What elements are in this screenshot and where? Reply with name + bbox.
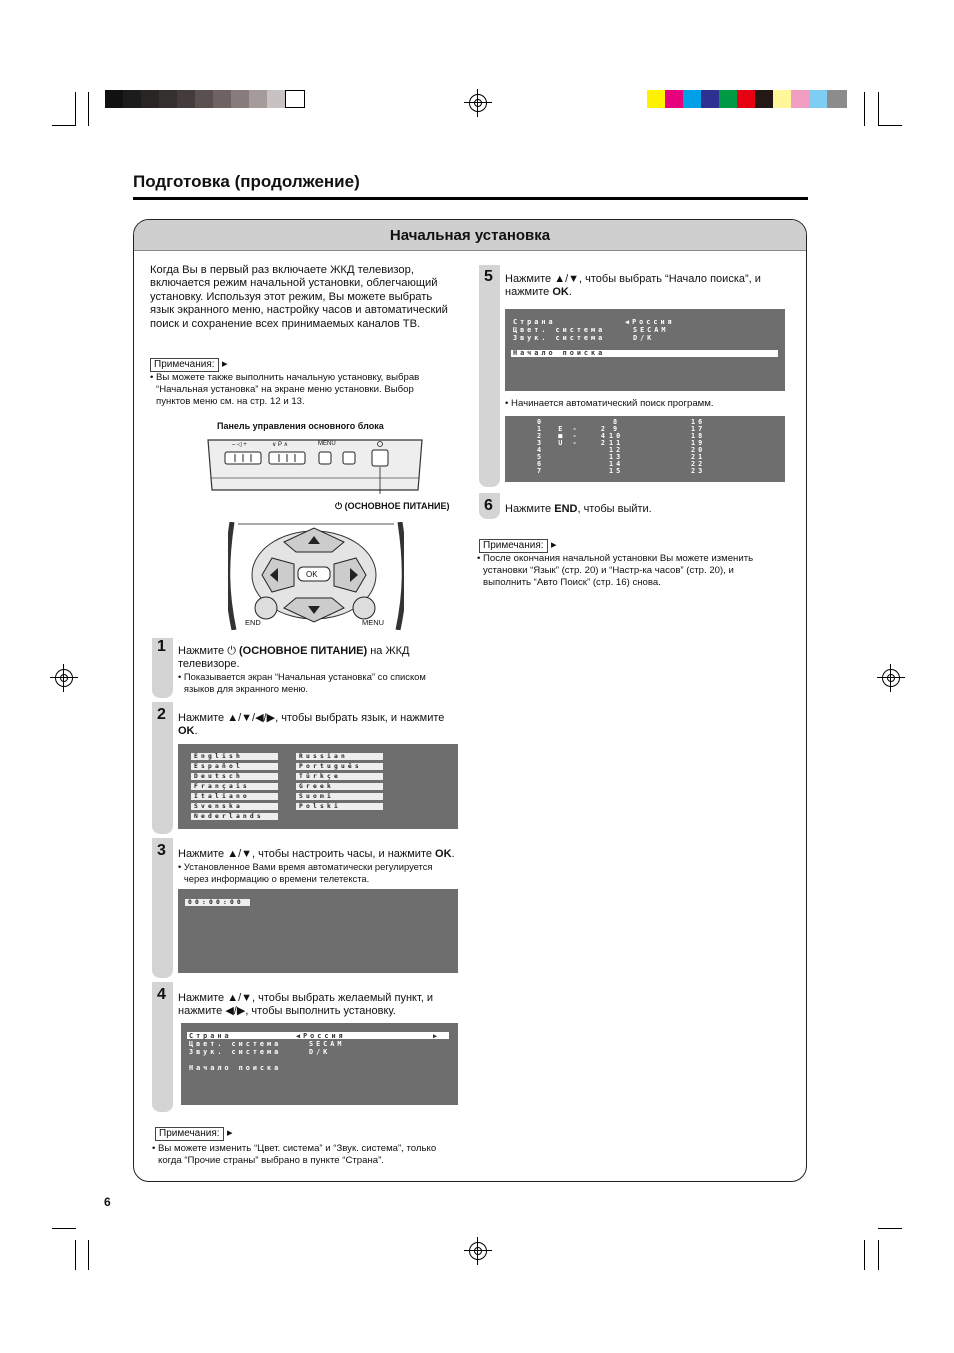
registration-mark — [882, 669, 900, 687]
search-setup-screen — [505, 309, 785, 391]
note-right: • После окончания начальной установки Вы можете изменить установки “Язык” (стр. 20) и “Настр-ка часов” (стр. 20), и выполнить “Авто Поиск” (стр. 16) снова. — [477, 553, 787, 589]
intro-paragraph: Когда Вы в первый раз включаете ЖКД телевизор, включается режим начальной установки, облегчающий установку. Используя этот режим, Вы можете выбрать язык экранного меню, настройку часов и автоматический поиск и сохранение всех принимаемых каналов ТВ. — [150, 264, 448, 330]
lang-item[interactable]: Deutsch — [191, 773, 278, 780]
color-system-label: Цвет. система — [189, 1040, 282, 1048]
crop-mark — [878, 92, 879, 126]
lang-item[interactable]: Português — [296, 763, 383, 770]
country-label: Страна — [189, 1032, 232, 1040]
search-col-3-row: 20 — [691, 446, 706, 454]
note-bottom-left: • Вы можете изменить “Цвет. система” и “Звук. система”, только когда “Прочие страны” выбрано в пункте “Страна”. — [152, 1143, 457, 1167]
crop-mark — [75, 1240, 76, 1270]
crop-mark — [864, 1240, 865, 1270]
registration-mark — [55, 669, 73, 687]
step-6-pre: Нажмите — [505, 503, 552, 515]
sound-system-value: D/K — [309, 1048, 331, 1056]
clock-screen — [178, 889, 458, 973]
lang-item[interactable]: Italiano — [191, 793, 278, 800]
search-col-2-row: 8 — [613, 418, 621, 426]
search-col-1-row: 5 — [537, 453, 545, 461]
step-5-post: . — [568, 286, 572, 298]
end-button-label: END — [245, 618, 261, 627]
note-label: Примечания: ▸ — [155, 1127, 224, 1141]
power-caption — [335, 501, 449, 512]
crop-mark — [52, 1228, 76, 1229]
lang-item[interactable]: Español — [191, 763, 278, 770]
search-col-3-row: 21 — [691, 453, 706, 461]
step-3-pre: Нажмите ▲/▼, чтобы настроить часы, и нажмите — [178, 848, 432, 860]
step-1-post: на ЖКД телевизоре. — [178, 645, 410, 670]
search-col-3-row: 18 — [691, 432, 706, 440]
search-col-1-row: 4 — [537, 446, 545, 454]
search-col-3-row: 17 — [691, 425, 706, 433]
lang-item[interactable]: Russian — [296, 753, 383, 760]
search-col-3-row: 22 — [691, 460, 706, 468]
step-3-bullet: • Установленное Вами время автоматически регулируется через информацию о времени телетекста. — [178, 861, 463, 885]
search-col-3-row: 16 — [691, 418, 706, 426]
lang-item[interactable]: Français — [191, 783, 278, 790]
lang-item[interactable]: Nederlands — [191, 813, 278, 820]
search-col-2-row: 11 — [609, 439, 624, 447]
search-col-2-row: 13 — [609, 453, 624, 461]
step-6-bold: END — [554, 503, 578, 515]
country-value: ◀Россия — [296, 1032, 346, 1040]
crop-mark — [75, 92, 76, 126]
lang-item[interactable]: Türkçe — [296, 773, 383, 780]
crop-mark — [88, 1240, 89, 1270]
step-6-text — [505, 503, 795, 516]
setup-row-country[interactable] — [187, 1032, 449, 1039]
crop-mark — [864, 92, 865, 126]
lang-item[interactable]: Svenska — [191, 803, 278, 810]
title-rule — [133, 197, 808, 200]
crop-mark — [878, 125, 902, 126]
step-2-number: 2 — [157, 706, 166, 723]
search-col-1-row: 3 U - 2 — [537, 439, 608, 447]
step-2-bold: OK — [178, 725, 195, 737]
step-1-bullet: • Показывается экран “Начальная установка” со списком языков для экранного меню. — [178, 671, 443, 695]
note-text-body: Вы можете также выполнить начальную установку, выбрав “Начальная установка” на экране меню установки. Выбор пунктов меню см. на стр. 12 и 13. — [156, 372, 420, 407]
clock-value[interactable]: 00:00:00 — [185, 899, 250, 906]
search-col-1-row: 1 E - 2 — [537, 425, 608, 433]
search-col-2-row: 14 — [609, 460, 624, 468]
step-1-bold: (ОСНОВНОЕ ПИТАНИЕ) — [239, 645, 368, 657]
setup-screen — [181, 1023, 458, 1105]
step-1-pre: Нажмите — [178, 645, 225, 657]
registration-mark — [469, 94, 487, 112]
search-col-1-row: 0 — [537, 418, 545, 426]
note-label: Примечания: ▸ — [479, 539, 548, 553]
search-col-1-row: 2 ■ - 4 — [537, 432, 608, 440]
step-5-number: 5 — [484, 268, 493, 285]
ok-button-label: OK — [306, 570, 318, 579]
power-icon: ⏻ — [335, 501, 343, 511]
section-heading: Начальная установка — [134, 220, 806, 251]
note-text: • Вы можете также выполнить начальную установку, выбрав “Начальная установка” на экране меню установки. Выбор пунктов меню см. на стр. 12 и 13. — [150, 372, 450, 408]
menu-button-label: MENU — [362, 618, 385, 627]
step-6-number: 6 — [484, 497, 493, 514]
search-col-2-row: 12 — [609, 446, 624, 454]
crop-mark — [52, 125, 76, 126]
color-system-value: SECAM — [633, 326, 669, 334]
step-5-bullet: • Начинается автоматический поиск программ. — [505, 398, 714, 409]
search-col-2-row: 9 — [613, 425, 621, 433]
start-search-row[interactable]: Начало поиска — [511, 350, 778, 357]
registration-mark — [469, 1242, 487, 1260]
search-col-1-row: 7 — [537, 467, 545, 475]
note-bottom-left-text: Вы можете изменить “Цвет. система” и “Звук. система”, только когда “Прочие страны” выбрано в пункте “Страна”. — [158, 1143, 437, 1166]
sound-system-value: D/K — [633, 334, 655, 342]
step-6-post: , чтобы выйти. — [577, 503, 652, 515]
lang-item[interactable]: Polski — [296, 803, 383, 810]
page-title: Подготовка (продолжение) — [133, 172, 360, 191]
step-3-post: . — [451, 848, 455, 860]
search-col-1-row: 6 — [537, 460, 545, 468]
step-5-bar — [479, 265, 500, 487]
volume-label: – ◁ + — [232, 442, 247, 448]
step-3-text — [178, 848, 468, 861]
power-caption-text: (ОСНОВНОЕ ПИТАНИЕ) — [344, 501, 450, 511]
menu-label: MENU — [318, 441, 336, 447]
sound-system-label: Звук. система — [189, 1048, 282, 1056]
lang-item[interactable]: Greek — [296, 783, 383, 790]
country-label: Страна — [513, 318, 556, 326]
crop-mark — [88, 92, 89, 126]
step-1-text — [178, 645, 448, 671]
step-5-bullet-text: Начинается автоматический поиск программ. — [511, 398, 714, 409]
right-arrow-icon: ▶ — [433, 1032, 441, 1040]
search-col-2-row: 15 — [609, 467, 624, 475]
search-col-2-row: 10 — [609, 432, 624, 440]
step-5-bold: OK — [552, 286, 569, 298]
step-5-pre: Нажмите ▲/▼, чтобы выбрать “Начало поиска”, и нажмите — [505, 273, 761, 298]
color-system-label: Цвет. система — [513, 326, 606, 334]
search-progress-screen — [505, 416, 785, 482]
lang-item[interactable]: English — [191, 753, 278, 760]
language-screen — [178, 744, 458, 829]
step-3-bold: OK — [435, 848, 452, 860]
crop-mark — [878, 1228, 902, 1229]
note-label: Примечания: ▸ — [150, 358, 219, 372]
crop-mark — [878, 1240, 879, 1270]
step-1-bullet-text: Показывается экран “Начальная установка” со списком языков для экранного меню. — [183, 671, 426, 694]
country-value: ◀Россия — [625, 318, 675, 326]
search-col-3-row: 23 — [691, 467, 706, 475]
start-search-label[interactable]: Начало поиска — [189, 1064, 282, 1072]
step-4-text: Нажмите ▲/▼, чтобы выбрать желаемый пункт, и нажмите ◀/▶, чтобы выполнить установку. — [178, 992, 434, 1017]
step-3-number: 3 — [157, 842, 166, 859]
step-3-bullet-text: Установленное Вами время автоматически регулируется через информацию о времени телетекста. — [183, 861, 433, 884]
panel-caption: Панель управления основного блока — [217, 421, 384, 431]
sound-system-label: Звук. система — [513, 334, 606, 342]
step-2-pre: Нажмите ▲/▼/◀/▶, чтобы выбрать язык, и нажмите — [178, 712, 445, 724]
lang-item[interactable]: Suomi — [296, 793, 383, 800]
step-5-text — [505, 273, 795, 299]
power-icon: ⏻ — [227, 645, 236, 657]
step-1-number: 1 — [157, 638, 166, 655]
channel-label: ∨ P ∧ — [272, 442, 289, 448]
color-system-value: SECAM — [309, 1040, 345, 1048]
note-right-text: После окончания начальной установки Вы можете изменить установки “Язык” (стр. 20) и “Настр-ка часов” (стр. 20), и выполнить “Авто Поиск” (стр. 16) снова. — [483, 553, 754, 588]
search-col-3-row: 19 — [691, 439, 706, 447]
step-2-post: . — [194, 725, 198, 737]
step-2-text — [178, 712, 448, 738]
step-4-number: 4 — [157, 986, 166, 1003]
page-number: 6 — [104, 1195, 111, 1209]
